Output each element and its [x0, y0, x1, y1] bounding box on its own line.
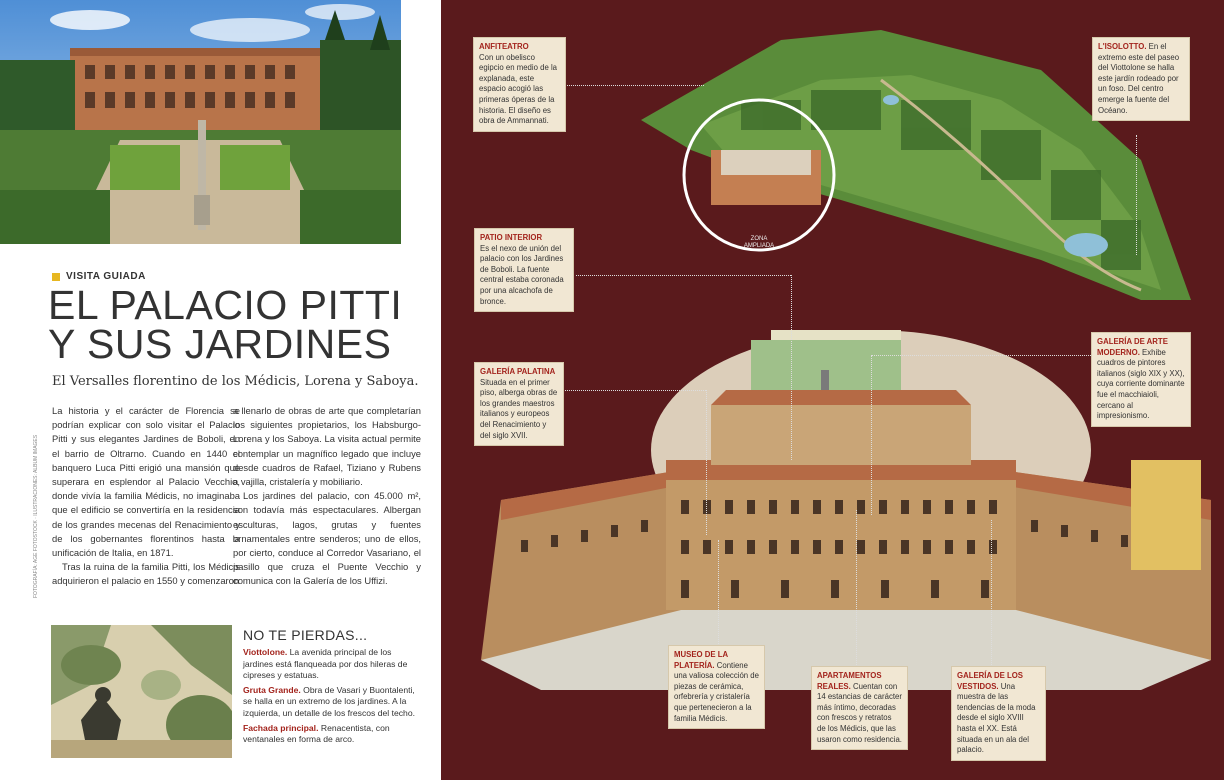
callout-patio-interior [474, 228, 574, 312]
no-te-pierdas-box [243, 627, 423, 749]
callout-text: Situada en el primer piso, alberga obras de los grandes maestros italianos y europeos del Renacimiento y del siglo XVII. [480, 377, 558, 440]
leader-line [718, 540, 719, 650]
callout-title: PATIO INTERIOR [480, 233, 543, 242]
leader-line [1136, 135, 1137, 255]
zone-label [731, 236, 787, 250]
item-text: Obra de Vasari y Buontalenti, se halla en un extremo de los jardines. A la izquierda, un detalle de los frescos del techo. [243, 684, 415, 718]
leader-line [991, 520, 992, 665]
list-item [243, 723, 423, 746]
photo-credit: FOTOGRAFÍA: AGE FOTOSTOCK · ILUSTRACIONES: ALBUM IMAGES [33, 434, 39, 598]
section-tag [52, 271, 146, 282]
no-te-pierdas-heading: NO TE PIERDAS... [243, 627, 368, 643]
callout-galeria-vestidos [951, 666, 1046, 761]
callout-text: Una muestra de las tendencias de la moda desde el siglo XVIII hasta el XX. Está situada en un ala del palacio. [957, 681, 1036, 755]
leader-line [871, 355, 872, 515]
callout-anfiteatro [473, 37, 566, 132]
paragraph: Tras la ruina de la familia Pitti, los Médicis adquirieron el palacio en 1550 y comenzaron [52, 561, 240, 587]
tag-square-icon [52, 273, 60, 281]
body-column-1 [52, 404, 240, 589]
callout-galeria-arte-moderno [1091, 332, 1191, 427]
callout-title: MUSEO DE LA PLATERÍA. [674, 650, 728, 670]
leader-line [561, 390, 706, 391]
left-page [0, 0, 437, 780]
leader-line [564, 85, 704, 86]
callout-museo-plateria [668, 645, 765, 729]
callout-text: Contiene una valiosa colección de piezas de cerámica, orfebrería y cristalería que pertenecieron a la familia Médicis. [674, 660, 759, 723]
paragraph: a llenarlo de obras de arte que completarían los siguientes propietarios, los Habsburgo-Lorena y los Saboya. La visita actual permite contemplar un magnífico legado que incluye desde cuadros de Rafael, Tiziano y Rubens a vajilla, cristalería y mobiliario. [233, 405, 421, 488]
callout-text: En el extremo este del paseo del Viottolone se halla este jardín rodeado por un foso. Del centro emerge la fuente del Océano. [1098, 42, 1180, 115]
callout-text: Exhibe cuadros de pintores italianos (siglo XIX y XX), cuya corriente dominante fue el macchiaioli, cercano al impresionismo. [1097, 347, 1185, 421]
callout-isolotto [1092, 37, 1190, 121]
callout-title: APARTAMENTOS REALES. [817, 671, 882, 691]
page-subtitle: El Versalles florentino de los Médicis, Lorena y Saboya. [52, 374, 419, 389]
paragraph: La historia y el carácter de Florencia se podrían explicar con solo visitar el Palacio Pitti y sus elegantes Jardines de Boboli, en el barrio de Oltrarno. Cuando en 1440 el banquero Luca Pitti erigió una mansión que superara en esplendor al Palacio Vecchio, donde vivía la familia Médicis, no imaginaba que el edificio se convertiría en la residencia de los grandes mecenas del Renacimiento y de los gobernantes florentinos hasta la unificación de Italia, en 1871. [52, 405, 240, 559]
leader-line [576, 275, 791, 276]
item-name: Gruta Grande. [243, 684, 301, 695]
list-item [243, 685, 423, 720]
callout-text: Es el nexo de unión del palacio con los Jardines de Boboli. La fuente central estaba coronada por una alcachofa de bronce. [480, 243, 564, 306]
item-name: Viottolone. [243, 647, 288, 657]
leader-line [856, 510, 857, 665]
fresco-detail-image [51, 625, 232, 758]
item-text: La avenida principal de los jardines está flanqueada por dos hileras de cipreses y estatuas. [243, 647, 408, 681]
callout-galeria-palatina [474, 362, 564, 446]
zone-label-line: AMPLIADA [743, 243, 775, 249]
callout-title: GALERÍA DE LOS VESTIDOS. [957, 671, 1023, 691]
section-tag-label: VISITA GUIADA [66, 271, 146, 282]
body-column-2 [233, 404, 421, 589]
callout-title: ANFITEATRO [479, 42, 529, 51]
callout-apartamentos-reales [811, 666, 908, 750]
leader-line [706, 390, 707, 535]
callout-title: GALERÍA PALATINA [480, 367, 556, 376]
palace-photo [0, 0, 401, 244]
callout-title: GALERÍA DE ARTE MODERNO. [1097, 337, 1168, 357]
title-line-1: EL PALACIO PITTI [48, 282, 403, 328]
zone-label-line: ZONA [750, 236, 768, 242]
leader-line [791, 275, 792, 460]
paragraph: Los jardines del palacio, con 45.000 m², son todavía más espectaculares. Albergan esculturas, lagos, grutas y fuentes ornamentales entre senderos; uno de ellos, por cierto, conduce al Corredor Vasariano, el pasillo que cruza el Puente Vecchio y comunica con la Galería de los Uffizi. [233, 490, 421, 587]
callout-text: Cuentan con 14 estancias de carácter más íntimo, decoradas con frescos y retratos de los Médicis, que las usaron como residencia. [817, 681, 902, 744]
leader-line [871, 355, 1091, 356]
list-item [243, 647, 423, 682]
right-page [441, 0, 1224, 780]
item-text: Renacentista, con ventanales en forma de arco. [243, 722, 390, 745]
callout-title: L'ISOLOTTO. [1098, 42, 1147, 51]
page-title [48, 282, 408, 367]
item-name: Fachada principal. [243, 722, 319, 733]
title-line-2: Y SUS JARDINES [48, 321, 392, 367]
callout-text: Con un obelisco egipcio en medio de la explanada, este espacio acogió las primeras óperas de la historia. El diseño es obra de Ammannati. [479, 52, 558, 126]
